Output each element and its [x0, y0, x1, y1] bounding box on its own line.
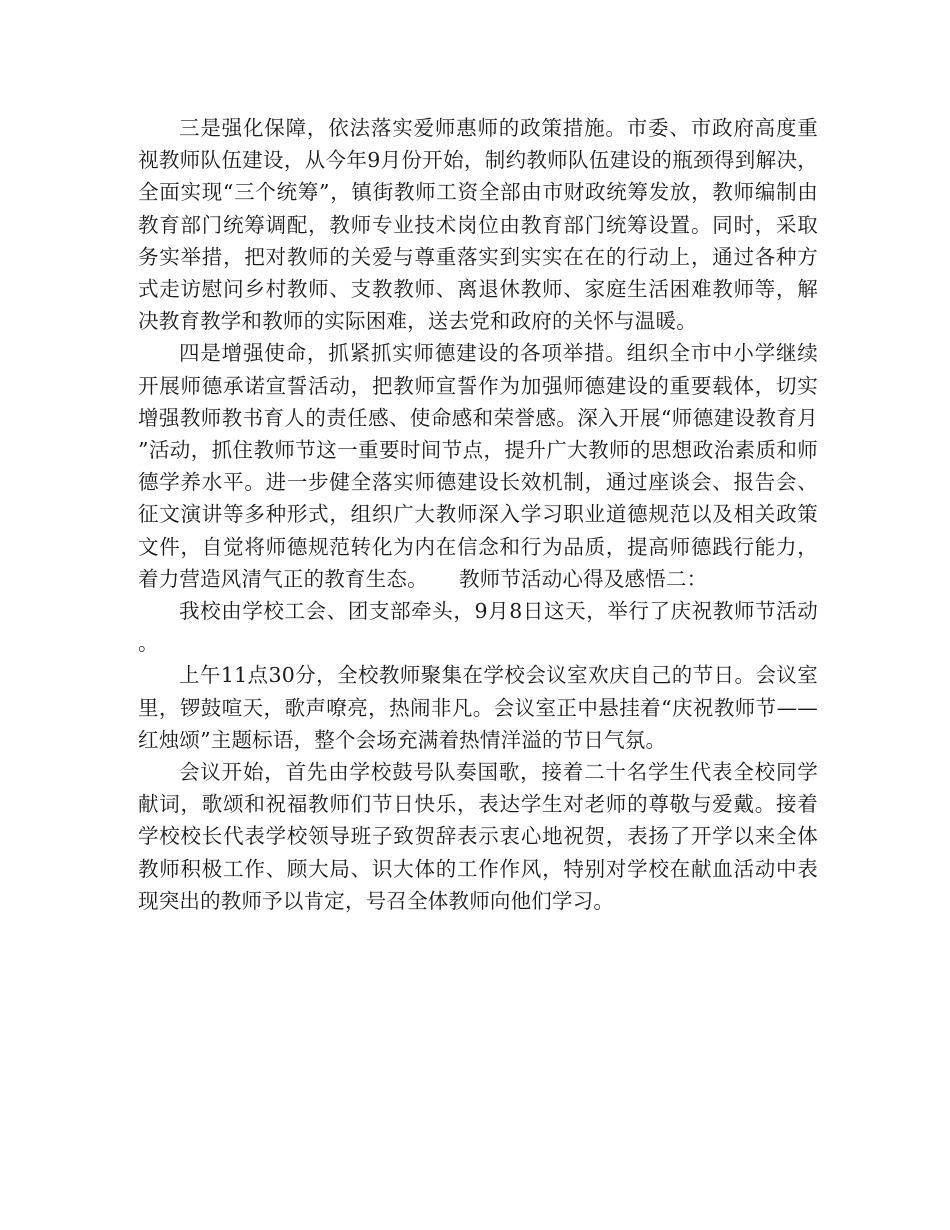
paragraph-1: 三是强化保障，依法落实爱师惠师的政策措施。市委、市政府高度重视教师队伍建设，从今年9月份开始，制约教师队伍建设的瓶颈得到解决，全面实现“三个统筹”，镇街教师工资全部由市财政统筹发放，教师编制由教育部门统筹调配，教师专业技术岗位由教育部门统筹设置。同时，采取务实举措，把对教师的关爱与尊重落实到实实在在的行动上，通过各种方式走访慰问乡村教师、支教教师、离退休教师、家庭生活困难教师等，解决教育教学和教师的实际困难，送去党和政府的关怀与温暖。	[138, 116, 818, 334]
paragraph-5: 会议开始，首先由学校鼓号队奏国歌，接着二十名学生代表全校同学献词，歌颂和祝福教师们节日快乐，表达学生对老师的尊敬与爱戴。接着学校校长代表学校领导班子致贺辞表示衷心地祝贺，表扬了开学以来全体教师积极工作、顾大局、识大体的工作作风，特别对学校在献血活动中表现突出的教师予以肯定，号召全体教师向他们学习。	[138, 760, 818, 913]
document-body	[138, 112, 818, 917]
paragraph-3: 我校由学校工会、团支部牵头，9月8日这天，举行了庆祝教师节活动。	[138, 599, 818, 656]
paragraph-4: 上午11点30分，全校教师聚集在学校会议室欢庆自己的节日。会议室里，锣鼓喧天，歌声嘹亮，热闹非凡。会议室正中悬挂着“庆祝教师节——红烛颂”主题标语，整个会场充满着热情洋溢的节日气氛。	[138, 663, 818, 752]
paragraph-2: 四是增强使命，抓紧抓实师德建设的各项举措。组织全市中小学继续开展师德承诺宣誓活动，把教师宣誓作为加强师德建设的重要载体，切实增强教师教书育人的责任感、使命感和荣誉感。深入开展“师德建设教育月”活动，抓住教师节这一重要时间节点，提升广大教师的思想政治素质和师德学养水平。进一步健全落实师德建设长效机制，通过座谈会、报告会、征文演讲等多种形式，组织广大教师深入学习职业道德规范以及相关政策文件，自觉将师德规范转化为内在信念和行为品质，提高师德践行能力，着力营造风清气正的教育生态。 教师节活动心得及感悟二：	[138, 341, 818, 591]
